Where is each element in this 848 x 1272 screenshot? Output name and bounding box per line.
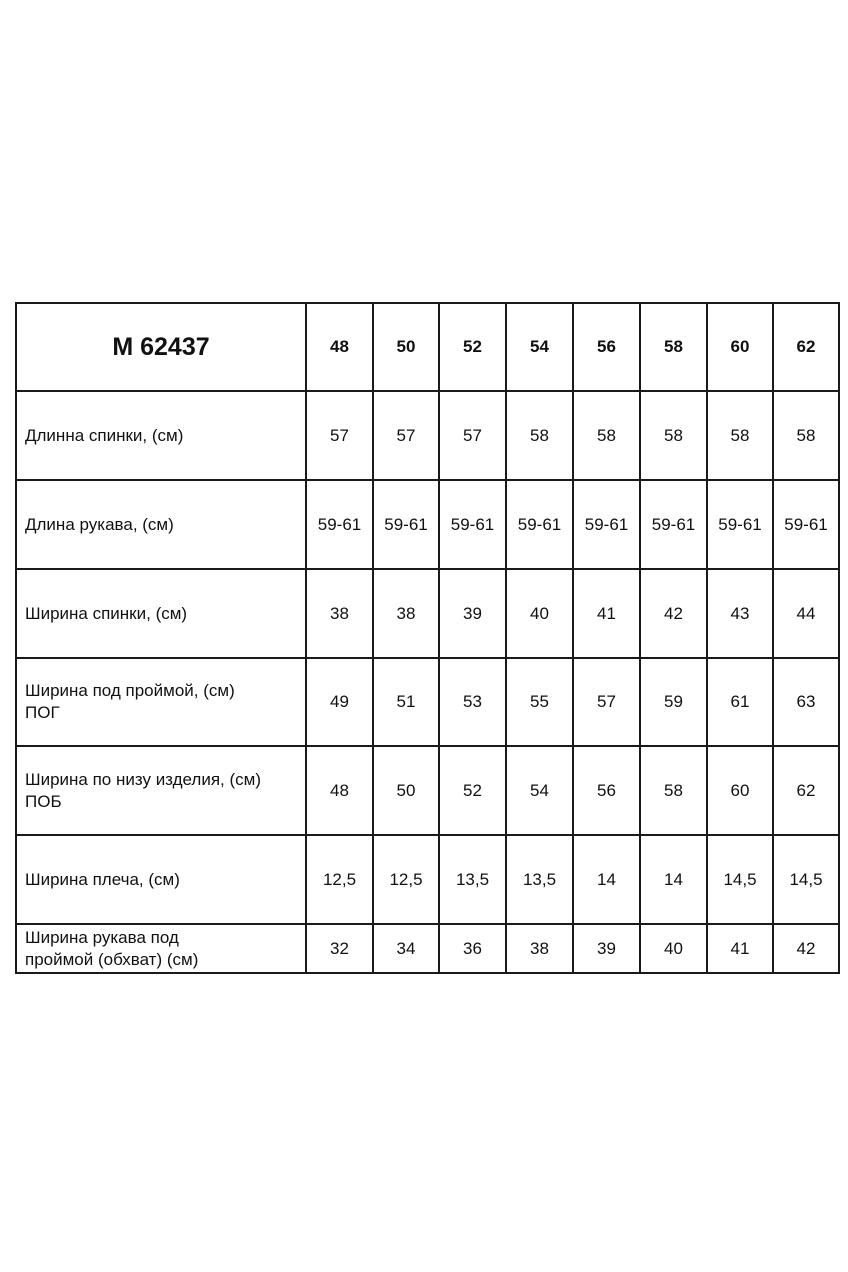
table-cell: 58	[506, 391, 573, 480]
size-header: 62	[773, 303, 839, 391]
row-label-line: Ширина плеча, (см)	[25, 869, 180, 889]
size-chart-table	[15, 302, 840, 974]
table-cell: 49	[306, 658, 373, 746]
table-cell: 56	[573, 746, 640, 835]
table-row	[16, 391, 839, 480]
row-label-line: проймой (обхват) (см)	[25, 949, 199, 969]
size-header: 48	[306, 303, 373, 391]
table-cell: 61	[707, 658, 773, 746]
row-label	[16, 480, 306, 569]
table-cell: 58	[640, 391, 707, 480]
table-cell: 52	[439, 746, 506, 835]
table-cell: 54	[506, 746, 573, 835]
table-cell: 41	[707, 924, 773, 973]
table-cell: 59	[640, 658, 707, 746]
table-cell: 40	[506, 569, 573, 658]
table-cell: 39	[573, 924, 640, 973]
size-header: 52	[439, 303, 506, 391]
table-cell: 13,5	[439, 835, 506, 924]
size-header: 60	[707, 303, 773, 391]
table-cell: 51	[373, 658, 439, 746]
table-cell: 59-61	[773, 480, 839, 569]
table-cell: 41	[573, 569, 640, 658]
table-cell: 50	[373, 746, 439, 835]
row-label-line: Ширина под проймой, (см)	[25, 681, 235, 700]
table-cell: 13,5	[506, 835, 573, 924]
table-cell: 32	[306, 924, 373, 973]
table-cell: 59-61	[573, 480, 640, 569]
table-cell: 40	[640, 924, 707, 973]
table-row	[16, 746, 839, 835]
table-cell: 42	[640, 569, 707, 658]
table-cell: 59-61	[306, 480, 373, 569]
table-cell: 58	[773, 391, 839, 480]
row-label	[16, 658, 306, 746]
size-header: 50	[373, 303, 439, 391]
table-cell: 58	[573, 391, 640, 480]
table-cell: 59-61	[640, 480, 707, 569]
size-header: 56	[573, 303, 640, 391]
row-label-line: Длина рукава, (см)	[25, 514, 174, 534]
row-label	[16, 569, 306, 658]
table-cell: 53	[439, 658, 506, 746]
table-cell: 38	[506, 924, 573, 973]
row-label	[16, 746, 306, 835]
table-cell: 14	[573, 835, 640, 924]
table-cell: 59-61	[439, 480, 506, 569]
row-label-line: Ширина по низу изделия, (см)	[25, 769, 261, 789]
table-cell: 39	[439, 569, 506, 658]
table-row	[16, 480, 839, 569]
table-cell: 60	[707, 746, 773, 835]
row-label-line: ПОБ	[25, 791, 62, 811]
table-cell: 12,5	[373, 835, 439, 924]
table-cell: 59-61	[373, 480, 439, 569]
size-header: 58	[640, 303, 707, 391]
table-cell: 42	[773, 924, 839, 973]
table-cell: 58	[640, 746, 707, 835]
row-label-line: Длинна спинки, (см)	[25, 425, 184, 445]
table-row	[16, 569, 839, 658]
table-cell: 44	[773, 569, 839, 658]
size-header: 54	[506, 303, 573, 391]
table-cell: 12,5	[306, 835, 373, 924]
model-number: М 62437	[16, 303, 306, 391]
table-cell: 63	[773, 658, 839, 746]
table-cell: 38	[373, 569, 439, 658]
table-cell: 57	[573, 658, 640, 746]
table-cell: 14	[640, 835, 707, 924]
table-cell: 57	[306, 391, 373, 480]
row-label	[16, 835, 306, 924]
table-cell: 14,5	[707, 835, 773, 924]
table-cell: 55	[506, 658, 573, 746]
table-cell: 59-61	[707, 480, 773, 569]
table-row	[16, 924, 839, 973]
row-label	[16, 391, 306, 480]
table-cell: 36	[439, 924, 506, 973]
table-cell: 62	[773, 746, 839, 835]
table-cell: 34	[373, 924, 439, 973]
table-cell: 58	[707, 391, 773, 480]
table-cell: 38	[306, 569, 373, 658]
table-row	[16, 658, 839, 746]
table-row	[16, 835, 839, 924]
header-row	[16, 303, 839, 391]
table-cell: 57	[439, 391, 506, 480]
table-cell: 57	[373, 391, 439, 480]
row-label-line: ПОГ	[25, 703, 60, 722]
row-label-line: Ширина рукава под	[25, 927, 179, 947]
row-label	[16, 924, 306, 973]
table-cell: 43	[707, 569, 773, 658]
table-cell: 59-61	[506, 480, 573, 569]
table-cell: 48	[306, 746, 373, 835]
row-label-line: Ширина спинки, (см)	[25, 603, 188, 623]
table-cell: 14,5	[773, 835, 839, 924]
